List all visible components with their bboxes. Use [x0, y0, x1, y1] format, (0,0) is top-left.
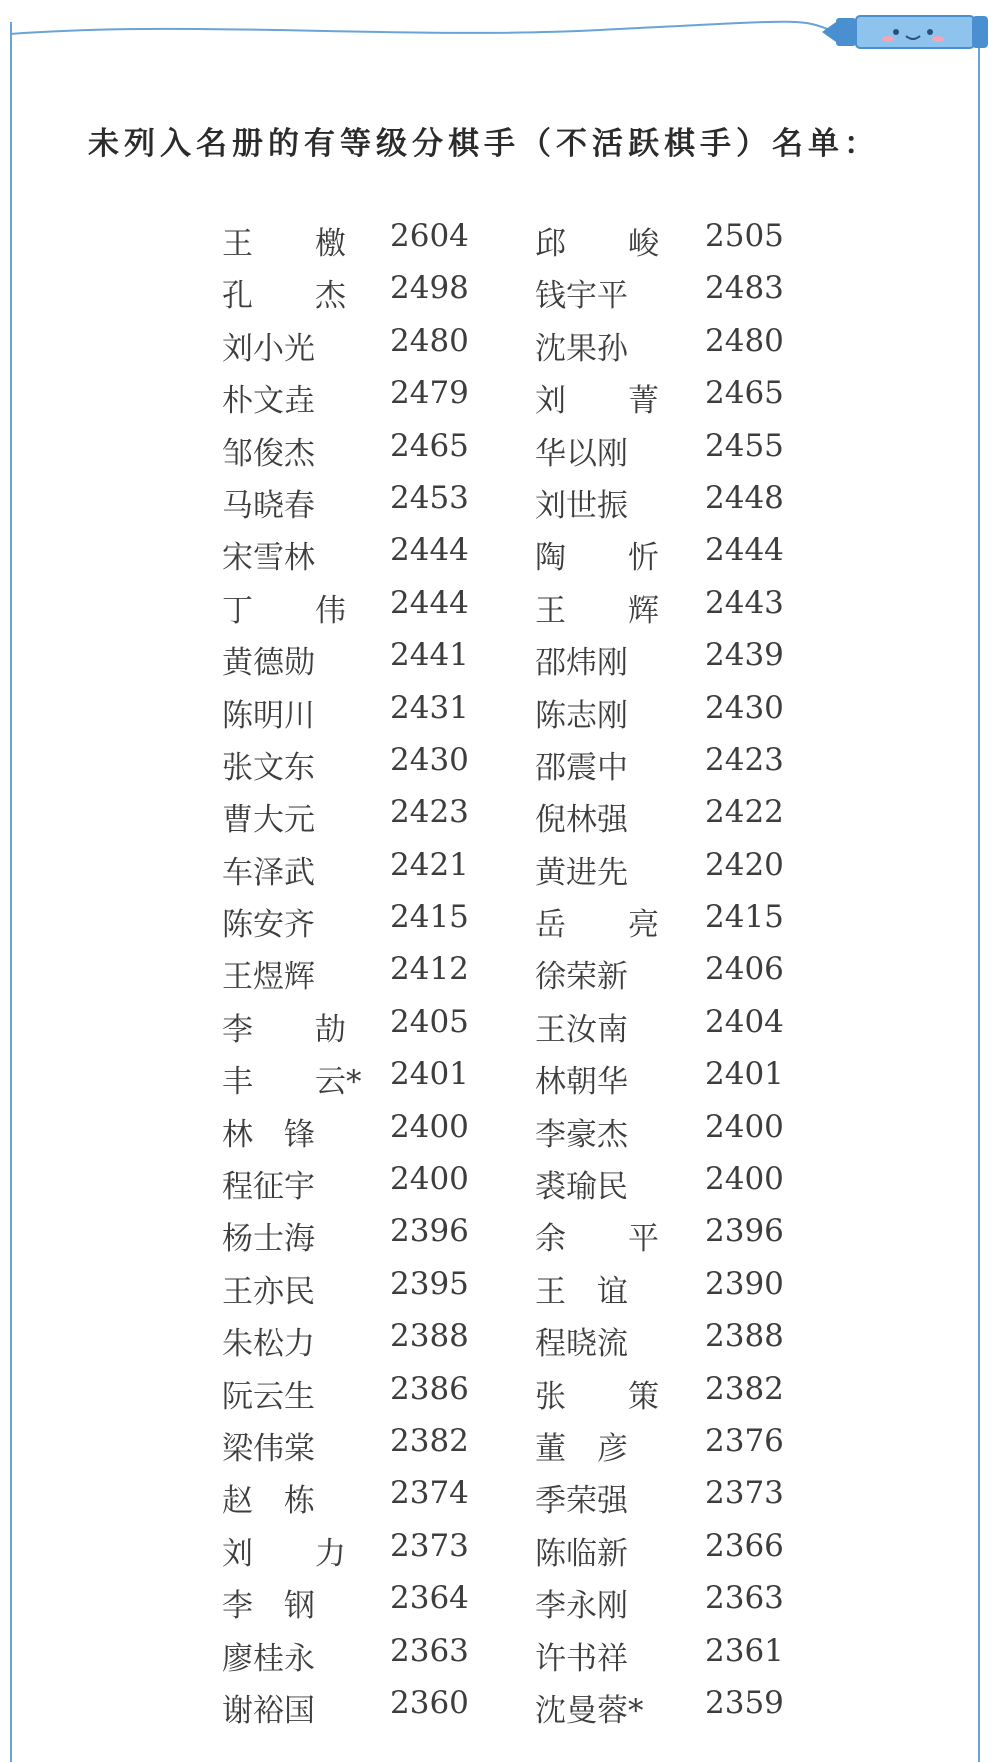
roster-row — [0, 1475, 1000, 1527]
player-name: 刘世振 — [535, 487, 628, 524]
roster-row — [0, 1056, 1000, 1108]
player-rating: 2465 — [705, 375, 784, 412]
player-name: 王汝南 — [535, 1011, 628, 1048]
player-rating: 2376 — [705, 1422, 784, 1459]
player-name: 林 锋 — [222, 1116, 315, 1153]
player-rating: 2382 — [705, 1370, 784, 1407]
player-rating: 2423 — [390, 794, 469, 831]
roster-row — [0, 794, 1000, 846]
roster-row — [0, 637, 1000, 689]
player-rating: 2423 — [705, 741, 784, 778]
player-rating: 2363 — [705, 1580, 784, 1617]
player-name: 裘瑜民 — [535, 1169, 628, 1206]
player-rating: 2480 — [390, 322, 469, 359]
player-rating: 2364 — [390, 1580, 469, 1617]
player-rating: 2455 — [705, 427, 784, 464]
player-name: 黄德勋 — [222, 645, 315, 682]
player-name: 朱松力 — [222, 1326, 315, 1363]
player-name: 杨士海 — [222, 1221, 315, 1258]
roster-row — [0, 1318, 1000, 1370]
player-rating: 2359 — [705, 1684, 784, 1721]
player-rating: 2400 — [705, 1108, 784, 1145]
roster-row — [0, 1685, 1000, 1737]
player-rating: 2373 — [705, 1475, 784, 1512]
player-name: 邹俊杰 — [222, 435, 315, 472]
roster-row — [0, 218, 1000, 270]
roster-row — [0, 1266, 1000, 1318]
player-rating: 2483 — [705, 270, 784, 307]
player-name: 谢裕国 — [222, 1692, 315, 1729]
player-name: 车泽武 — [222, 854, 315, 891]
player-rating: 2373 — [390, 1527, 469, 1564]
roster-row — [0, 270, 1000, 322]
player-rating: 2400 — [390, 1108, 469, 1145]
player-rating: 2390 — [705, 1265, 784, 1302]
player-name: 李 劼 — [222, 1011, 346, 1048]
player-rating: 2479 — [390, 375, 469, 412]
roster-row — [0, 375, 1000, 427]
player-name: 董 彦 — [535, 1430, 628, 1467]
player-rating: 2444 — [390, 532, 469, 569]
player-rating: 2444 — [390, 584, 469, 621]
player-name: 季荣强 — [535, 1483, 628, 1520]
player-rating: 2401 — [390, 1056, 469, 1093]
player-rating: 2465 — [390, 427, 469, 464]
player-rating: 2443 — [705, 584, 784, 621]
roster-row — [0, 1528, 1000, 1580]
roster-row — [0, 323, 1000, 375]
player-name: 宋雪林 — [222, 540, 315, 577]
player-name: 刘小光 — [222, 330, 315, 367]
player-name: 刘 菁 — [535, 383, 659, 420]
player-rating: 2480 — [705, 322, 784, 359]
player-rating: 2404 — [705, 1003, 784, 1040]
roster-row — [0, 532, 1000, 584]
player-name: 朴文垚 — [222, 383, 315, 420]
player-rating: 2363 — [390, 1632, 469, 1669]
roster-row — [0, 480, 1000, 532]
player-name: 李豪杰 — [535, 1116, 628, 1153]
player-name: 王 辉 — [535, 592, 659, 629]
player-rating: 2448 — [705, 479, 784, 516]
player-name: 黄进先 — [535, 854, 628, 891]
crayon-icon — [822, 12, 992, 52]
player-rating: 2498 — [390, 270, 469, 307]
page-title: 未列入名册的有等级分棋手（不活跃棋手）名单： — [88, 126, 880, 162]
roster-row — [0, 1371, 1000, 1423]
player-rating: 2388 — [705, 1318, 784, 1355]
roster-row — [0, 585, 1000, 637]
roster-row — [0, 1213, 1000, 1265]
player-name: 沈曼蓉* — [535, 1692, 644, 1729]
roster-row — [0, 1633, 1000, 1685]
player-rating: 2374 — [390, 1475, 469, 1512]
player-rating: 2453 — [390, 479, 469, 516]
player-rating: 2439 — [705, 637, 784, 674]
player-rating: 2366 — [705, 1527, 784, 1564]
player-name: 王煜辉 — [222, 959, 315, 996]
player-name: 马晓春 — [222, 487, 315, 524]
player-name: 邱 峻 — [535, 226, 659, 262]
player-name: 余 平 — [535, 1221, 659, 1258]
player-rating: 2360 — [390, 1684, 469, 1721]
roster-row — [0, 428, 1000, 480]
player-rating: 2405 — [390, 1003, 469, 1040]
player-name: 王 檄 — [222, 226, 346, 262]
player-name: 丁 伟 — [222, 592, 346, 629]
player-name: 张文东 — [222, 749, 315, 786]
player-name: 林朝华 — [535, 1064, 628, 1101]
roster-row — [0, 1161, 1000, 1213]
player-name: 赵 栋 — [222, 1483, 315, 1520]
player-rating: 2361 — [705, 1632, 784, 1669]
player-rating: 2430 — [705, 689, 784, 726]
player-name: 王亦民 — [222, 1273, 315, 1310]
player-name: 阮云生 — [222, 1378, 315, 1415]
player-name: 李 钢 — [222, 1588, 315, 1625]
player-rating: 2412 — [390, 951, 469, 988]
player-name: 李永刚 — [535, 1588, 628, 1625]
player-name: 刘 力 — [222, 1535, 346, 1572]
player-name: 徐荣新 — [535, 959, 628, 996]
player-name: 丰 云* — [222, 1064, 362, 1101]
player-rating: 2430 — [390, 741, 469, 778]
player-name: 程晓流 — [535, 1326, 628, 1363]
player-name: 陶 忻 — [535, 540, 659, 577]
player-rating: 2396 — [390, 1213, 469, 1250]
player-rating: 2421 — [390, 846, 469, 883]
player-name: 邵震中 — [535, 749, 628, 786]
roster-row — [0, 1004, 1000, 1056]
player-rating: 2400 — [705, 1161, 784, 1198]
player-roster — [0, 218, 1000, 1737]
roster-row — [0, 1423, 1000, 1475]
player-name: 曹大元 — [222, 802, 315, 839]
player-name: 孔 杰 — [222, 278, 346, 315]
player-name: 梁伟棠 — [222, 1430, 315, 1467]
roster-row — [0, 951, 1000, 1003]
player-name: 陈明川 — [222, 697, 315, 734]
player-name: 陈安齐 — [222, 907, 315, 944]
player-rating: 2400 — [390, 1161, 469, 1198]
player-rating: 2406 — [705, 951, 784, 988]
player-rating: 2444 — [705, 532, 784, 569]
player-rating: 2396 — [705, 1213, 784, 1250]
player-rating: 2422 — [705, 794, 784, 831]
player-rating: 2415 — [390, 899, 469, 936]
player-name: 钱宇平 — [535, 278, 628, 315]
player-name: 许书祥 — [535, 1640, 628, 1677]
player-rating: 2382 — [390, 1422, 469, 1459]
player-rating: 2604 — [390, 218, 469, 254]
player-name: 程征宇 — [222, 1169, 315, 1206]
player-name: 沈果孙 — [535, 330, 628, 367]
player-rating: 2431 — [390, 689, 469, 726]
roster-row — [0, 899, 1000, 951]
roster-row — [0, 690, 1000, 742]
player-name: 王 谊 — [535, 1273, 628, 1310]
player-rating: 2441 — [390, 637, 469, 674]
player-rating: 2505 — [705, 218, 784, 254]
player-rating: 2401 — [705, 1056, 784, 1093]
roster-row — [0, 1109, 1000, 1161]
player-name: 陈志刚 — [535, 697, 628, 734]
player-name: 岳 亮 — [535, 907, 659, 944]
player-name: 廖桂永 — [222, 1640, 315, 1677]
player-rating: 2420 — [705, 846, 784, 883]
player-name: 倪林强 — [535, 802, 628, 839]
player-name: 邵炜刚 — [535, 645, 628, 682]
player-name: 张 策 — [535, 1378, 659, 1415]
player-name: 陈临新 — [535, 1535, 628, 1572]
player-rating: 2388 — [390, 1318, 469, 1355]
player-name: 华以刚 — [535, 435, 628, 472]
player-rating: 2395 — [390, 1265, 469, 1302]
player-rating: 2415 — [705, 899, 784, 936]
player-rating: 2386 — [390, 1370, 469, 1407]
roster-row — [0, 1580, 1000, 1632]
roster-row — [0, 742, 1000, 794]
roster-row — [0, 847, 1000, 899]
